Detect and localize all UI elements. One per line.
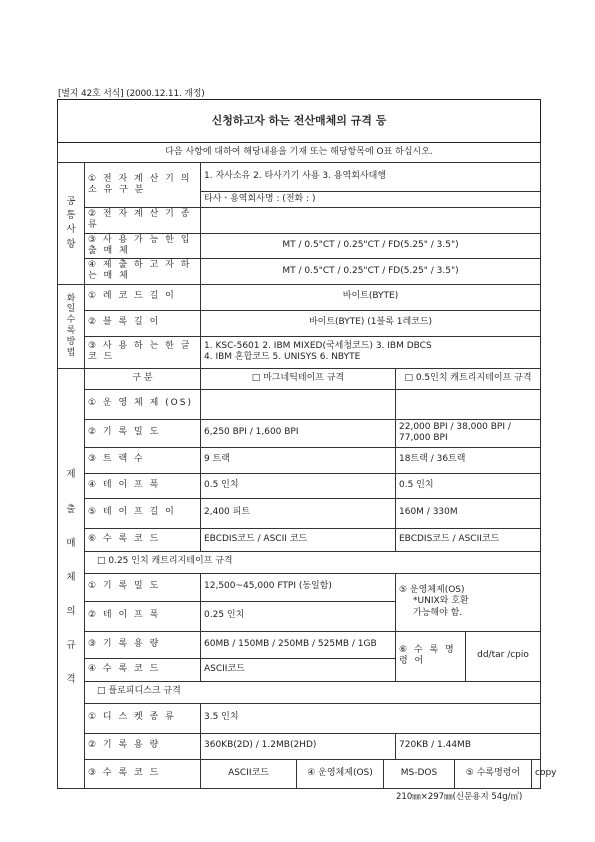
hangul-code-label: ③ 사 용 하 는 한 글 코 드 xyxy=(85,336,201,368)
record-length-label: ① 레 코 드 길 이 xyxy=(85,284,201,310)
mt-length-field[interactable]: 2,400 피트 xyxy=(201,498,396,528)
diskette-type-label: ① 디 스 켓 종 류 xyxy=(85,703,201,733)
available-media-label: ③ 사 용 가 능 한 입 출 매 체 xyxy=(85,233,201,259)
qct-code-label: ④ 수 록 코 드 xyxy=(85,658,201,681)
ct-os-field[interactable] xyxy=(396,389,541,419)
qct-code-field[interactable]: ASCII코드 xyxy=(201,658,396,681)
ct-code-field[interactable]: EBCDIS코드 / ASCII코드 xyxy=(396,528,541,551)
tape-code-label: ⑥ 수 록 코 드 xyxy=(85,528,201,551)
computer-type-label: ② 전 자 계 산 기 종 류 xyxy=(85,208,201,234)
available-media-options[interactable]: MT / 0.5"CT / 0.25"CT / FD(5.25" / 3.5") xyxy=(201,233,541,259)
mt-width-field[interactable]: 0.5 인치 xyxy=(201,473,396,498)
mt-os-field[interactable] xyxy=(201,389,396,419)
half-inch-cartridge-header[interactable]: □ 0.5인치 캐트리지테이프 규격 xyxy=(396,368,541,389)
contractor-name-field[interactable]: 타사ㆍ용역회사명 : (전화 : ) xyxy=(201,192,541,208)
floppy-os-field[interactable]: MS-DOS xyxy=(384,760,455,788)
qct-os-note-2: 가능해야 함. xyxy=(413,607,463,618)
qct-os-label: ⑤ 운영체제(OS) xyxy=(399,585,465,596)
category-header: 구 분 xyxy=(85,368,201,389)
computer-ownership-options[interactable]: 1. 자사소유 2. 타사기기 사용 3. 용역회사대행 xyxy=(201,163,541,192)
form-number-label: [별지 42호 서식] (2000.12.11. 개정) xyxy=(58,89,205,99)
floppy-detail-table xyxy=(201,760,557,788)
mt-tracks-field[interactable]: 9 트랙 xyxy=(201,447,396,473)
floppy-os-label: ④ 운영체제(OS) xyxy=(297,760,384,788)
tape-os-label: ① 운 영 체 제 (OS) xyxy=(85,389,201,419)
magnetic-tape-header[interactable]: □ 마그네틱테이프 규격 xyxy=(201,368,396,389)
qct-command-label: ⑥ 수 록 명 령 어 xyxy=(396,631,466,681)
floppy-command-field[interactable]: copy xyxy=(535,767,557,778)
qct-os-note-1: *UNIX와 호환 xyxy=(413,596,469,607)
mt-code-field[interactable]: EBCDIS코드 / ASCII 코드 xyxy=(201,528,396,551)
qct-density-field[interactable]: 12,500~45,000 FTPI (동일함) xyxy=(201,573,396,601)
computer-type-field[interactable] xyxy=(201,208,541,234)
floppy-code-label: ③ 수 록 코 드 xyxy=(85,759,201,788)
block-length-label: ② 블 록 길 이 xyxy=(85,310,201,336)
spec-section-label: 제 출 매 체 의 규 격 xyxy=(58,368,85,788)
tape-length-label: ⑤ 테 이 프 길 이 xyxy=(85,498,201,528)
ct-tracks-field[interactable]: 18트랙 / 36트랙 xyxy=(396,447,541,473)
file-section-label: 화 일 수 록 방 법 xyxy=(58,284,85,368)
hangul-code-options-line-1: 1. KSC-5601 2. IBM MIXED(국세청코드) 3. IBM DBCS xyxy=(204,340,432,351)
qct-width-label: ② 테 이 프 폭 xyxy=(85,601,201,631)
ct-density-field[interactable]: 22,000 BPI / 38,000 BPI / 77,000 BPI xyxy=(396,419,541,447)
submit-media-label: ④ 제 출 하 고 자 하 는 매 체 xyxy=(85,259,201,285)
form-title: 신청하고자 하는 전산매체의 규격 등 xyxy=(58,100,541,143)
floppy-command-label: ⑤ 수록명령어 xyxy=(455,760,532,788)
block-length-field[interactable]: 바이트(BYTE) (1블록 1레코드) xyxy=(201,310,541,336)
floppy-capacity-field-b[interactable]: 720KB / 1.44MB xyxy=(396,733,541,759)
qct-capacity-field[interactable]: 60MB / 150MB / 250MB / 525MB / 1GB xyxy=(201,631,396,658)
floppy-header[interactable]: □ 플로피디스크 규격 xyxy=(85,681,541,703)
paper-size-footer: 210㎜×297㎜(신문용지 54g/㎡) xyxy=(396,792,523,802)
floppy-capacity-field-a[interactable]: 360KB(2D) / 1.2MB(2HD) xyxy=(201,733,396,759)
tape-width-label: ④ 테 이 프 폭 xyxy=(85,473,201,498)
submit-media-options[interactable]: MT / 0.5"CT / 0.25"CT / FD(5.25" / 3.5") xyxy=(201,259,541,285)
tape-tracks-label: ③ 트 랙 수 xyxy=(85,447,201,473)
floppy-detail-cell xyxy=(201,759,557,788)
hangul-code-options[interactable] xyxy=(201,336,541,368)
diskette-type-field[interactable]: 3.5 인치 xyxy=(201,703,541,733)
instruction-text: 다음 사항에 대하여 해당내용을 기재 또는 해당항목에 O표 하십시오. xyxy=(58,143,541,163)
qct-command-field[interactable]: dd/tar /cpio xyxy=(466,631,541,681)
ct-length-field[interactable]: 160M / 330M xyxy=(396,498,541,528)
qct-capacity-label: ③ 기 록 용 량 xyxy=(85,631,201,658)
qct-density-label: ① 기 록 밀 도 xyxy=(85,573,201,601)
hangul-code-options-line-2: 4. IBM 혼합코드 5. UNISYS 6. NBYTE xyxy=(204,352,361,362)
qct-width-field[interactable]: 0.25 인치 xyxy=(201,601,396,631)
media-spec-form xyxy=(57,99,557,789)
qct-os-cell[interactable] xyxy=(396,573,541,631)
floppy-code-field[interactable]: ASCII코드 xyxy=(201,760,297,788)
computer-ownership-label: ① 전 자 계 산 기 의 소 유 구 분 xyxy=(85,163,201,208)
quarter-inch-cartridge-header[interactable]: □ 0.25 인치 캐트리지테이프 규격 xyxy=(85,551,541,573)
common-section-label: 공 통 사 항 xyxy=(58,163,85,285)
ct-width-field[interactable]: 0.5 인치 xyxy=(396,473,541,498)
tape-density-label: ② 기 록 밀 도 xyxy=(85,419,201,447)
record-length-field[interactable]: 바이트(BYTE) xyxy=(201,284,541,310)
mt-density-field[interactable]: 6,250 BPI / 1,600 BPI xyxy=(201,419,396,447)
floppy-capacity-label: ② 기 록 용 량 xyxy=(85,733,201,759)
